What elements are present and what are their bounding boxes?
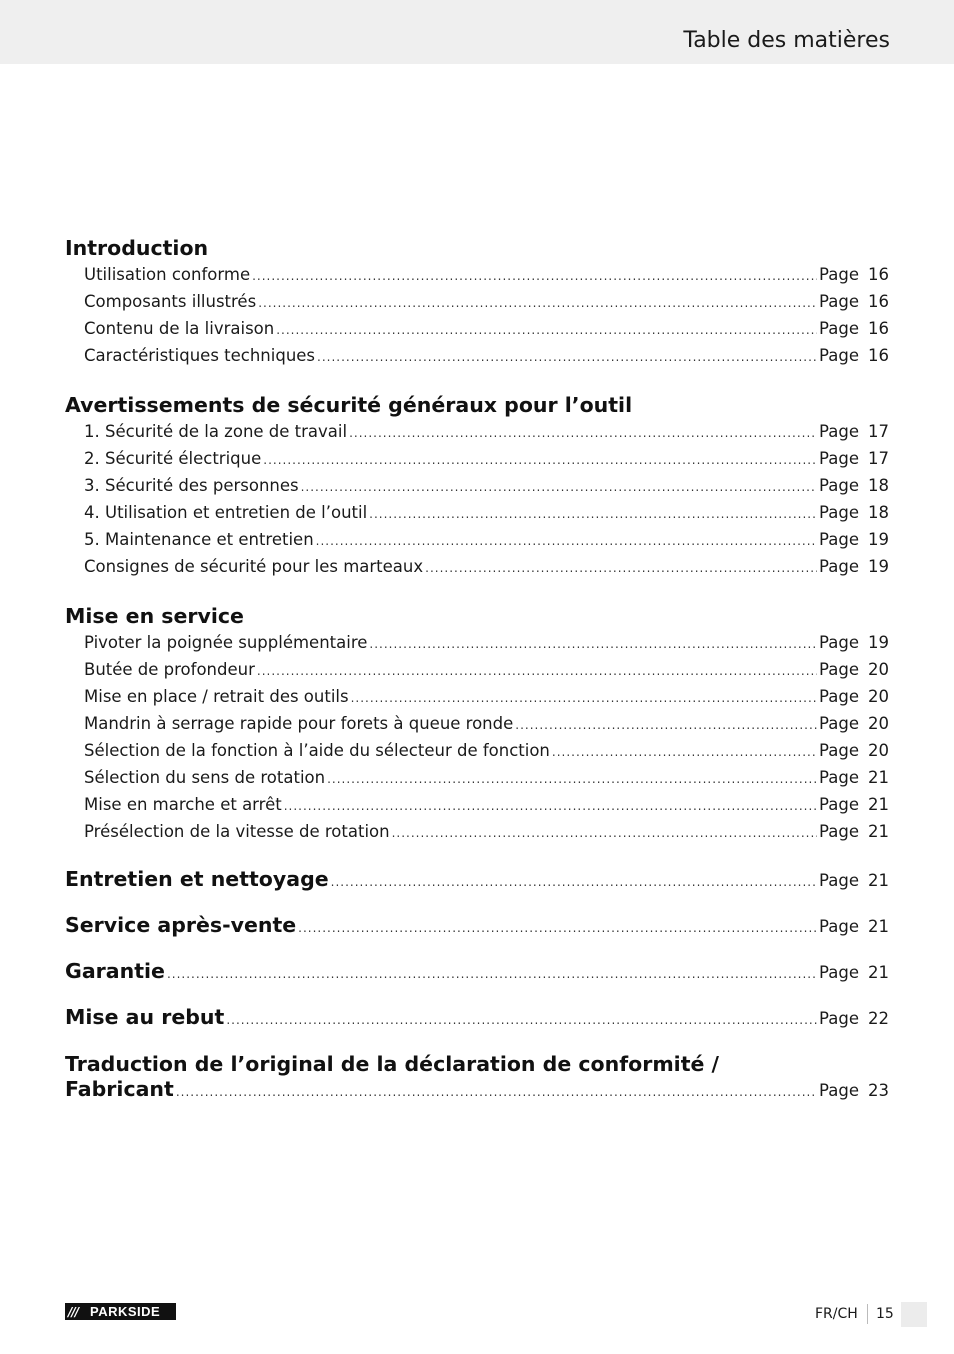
section-heading: Introduction (65, 236, 209, 260)
toc-major-entry[interactable] (65, 959, 889, 983)
entry-page: Page 19 (819, 633, 889, 652)
toc-entry[interactable] (65, 657, 889, 684)
leader-dots (301, 475, 817, 500)
entry-page: Page 17 (819, 449, 889, 468)
leader-dots (327, 767, 817, 792)
toc-entry[interactable] (65, 684, 889, 711)
entry-label: Utilisation conforme (84, 265, 251, 284)
entry-label: 4. Utilisation et entretien de l’outil (84, 503, 368, 522)
toc-entry[interactable] (65, 446, 889, 473)
leader-dots (167, 967, 817, 981)
parkside-logo (65, 1303, 176, 1320)
entry-page: Page 20 (819, 714, 889, 733)
entry-label: Contenu de la livraison (84, 319, 275, 338)
major-entry-label: Garantie (65, 959, 165, 983)
leader-dots (276, 318, 817, 343)
major-entry-label: Entretien et nettoyage (65, 867, 329, 891)
footer-divider (867, 1304, 868, 1324)
leader-dots (349, 421, 817, 446)
toc-section-safety (65, 391, 889, 581)
entry-label: Mandrin à serrage rapide pour forets à queue ronde (84, 714, 514, 733)
toc-major-entry[interactable] (65, 913, 889, 937)
toc-entry[interactable] (65, 819, 889, 846)
entry-page: Page 18 (819, 503, 889, 522)
leader-dots (258, 291, 817, 316)
toc-major-entry-declaration[interactable] (65, 1051, 889, 1101)
entry-page: Page 19 (819, 530, 889, 549)
major-entry-label-line2: Fabricant (65, 1077, 174, 1101)
toc-entry[interactable] (65, 262, 889, 289)
toc-entry[interactable] (65, 289, 889, 316)
entry-page: Page 20 (819, 687, 889, 706)
entry-page: Page 21 (819, 917, 889, 936)
entry-page: Page 21 (819, 822, 889, 841)
leader-dots (316, 529, 817, 554)
entry-label: Présélection de la vitesse de rotation (84, 822, 390, 841)
leader-dots (515, 713, 817, 738)
toc-major-entry[interactable] (65, 867, 889, 891)
toc-section-introduction (65, 234, 889, 370)
entry-page: Page 17 (819, 422, 889, 441)
footer-page-number: 15 (876, 1306, 894, 1322)
toc-entry[interactable] (65, 500, 889, 527)
leader-dots (369, 502, 817, 527)
entry-label: Sélection du sens de rotation (84, 768, 326, 787)
logo-text: PARKSIDE (90, 1304, 161, 1319)
entry-label: 2. Sécurité électrique (84, 449, 262, 468)
logo-slashes: /// (68, 1304, 79, 1319)
entry-page: Page 16 (819, 265, 889, 284)
entry-page: Page 16 (819, 292, 889, 311)
leader-dots (176, 1085, 817, 1099)
leader-dots (226, 1013, 817, 1027)
entry-label: 5. Maintenance et entretien (84, 530, 314, 549)
toc-major-entry[interactable] (65, 1005, 889, 1029)
leader-dots (317, 345, 817, 370)
entry-label: Mise en marche et arrêt (84, 795, 282, 814)
entry-label: Pivoter la poignée supplémentaire (84, 633, 368, 652)
section-heading: Mise en service (65, 604, 244, 628)
entry-page: Page 20 (819, 660, 889, 679)
leader-dots (351, 686, 817, 711)
leader-dots (263, 448, 817, 473)
entry-label: Caractéristiques techniques (84, 346, 316, 365)
major-entry-label-line1: Traduction de l’original de la déclaration de conformité / (65, 1052, 720, 1076)
entry-label: Sélection de la fonction à l’aide du sélecteur de fonction (84, 741, 550, 760)
major-entry-label: Service après-vente (65, 913, 297, 937)
toc-entry[interactable] (65, 738, 889, 765)
leader-dots (284, 794, 817, 819)
entry-label: Butée de profondeur (84, 660, 255, 679)
toc-entry[interactable] (65, 316, 889, 343)
leader-dots (369, 632, 817, 657)
toc-entry[interactable] (65, 711, 889, 738)
leader-dots (252, 264, 817, 289)
entry-page: Page 21 (819, 871, 889, 890)
toc-entry[interactable] (65, 554, 889, 581)
entry-page: Page 19 (819, 557, 889, 576)
major-entry-line2 (65, 1077, 889, 1101)
entry-page: Page 20 (819, 741, 889, 760)
section-heading: Avertissements de sécurité généraux pour l’outil (65, 393, 633, 417)
entry-page: Page 16 (819, 319, 889, 338)
entry-label: Mise en place / retrait des outils (84, 687, 349, 706)
footer-tab-box (901, 1302, 927, 1327)
toc-entry[interactable] (65, 630, 889, 657)
toc-entry[interactable] (65, 343, 889, 370)
entry-page: Page 23 (819, 1081, 889, 1100)
footer-locale: FR/CH (815, 1306, 858, 1322)
leader-dots (392, 821, 817, 846)
entry-page: Page 21 (819, 963, 889, 982)
entry-page: Page 22 (819, 1009, 889, 1028)
entry-label: 3. Sécurité des personnes (84, 476, 299, 495)
entry-page: Page 16 (819, 346, 889, 365)
table-of-contents (65, 234, 889, 1101)
toc-section-commissioning (65, 602, 889, 846)
toc-entry[interactable] (65, 419, 889, 446)
entry-page: Page 21 (819, 795, 889, 814)
toc-entry[interactable] (65, 473, 889, 500)
leader-dots (425, 556, 817, 581)
entry-label: Consignes de sécurité pour les marteaux (84, 557, 424, 576)
entry-page: Page 21 (819, 768, 889, 787)
toc-entry[interactable] (65, 765, 889, 792)
entry-label: Composants illustrés (84, 292, 257, 311)
entry-label: 1. Sécurité de la zone de travail (84, 422, 348, 441)
entry-page: Page 18 (819, 476, 889, 495)
major-entry-label: Mise au rebut (65, 1005, 225, 1029)
toc-entry[interactable] (65, 527, 889, 554)
page-title: Table des matières (683, 28, 890, 53)
leader-dots (552, 740, 817, 765)
leader-dots (257, 659, 817, 684)
toc-entry[interactable] (65, 792, 889, 819)
leader-dots (298, 921, 817, 935)
leader-dots (331, 875, 817, 889)
